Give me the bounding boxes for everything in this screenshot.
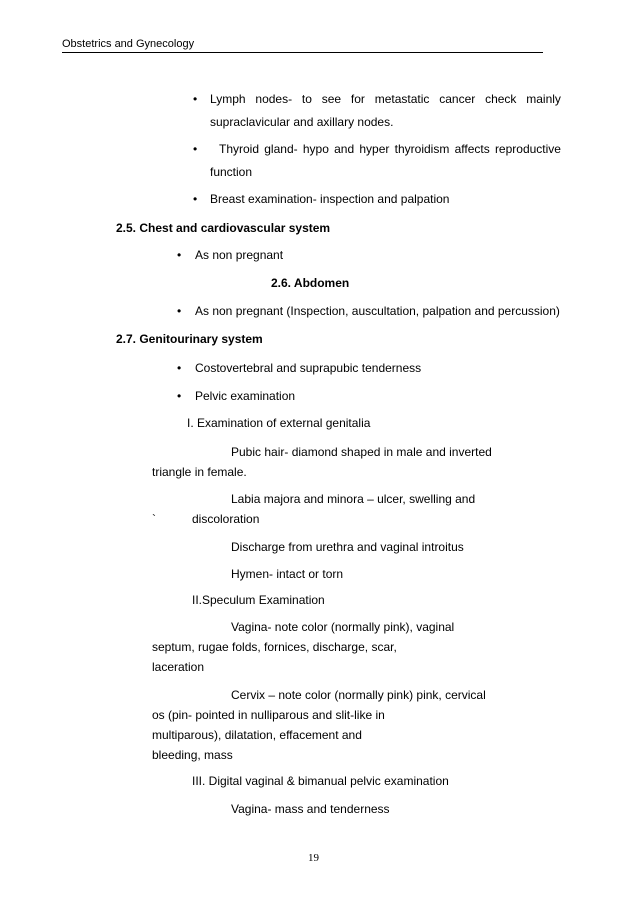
- bullet-text-thyroid-cont: function: [210, 165, 253, 179]
- text-discharge: Discharge from urethra and vaginal introitus: [231, 540, 464, 554]
- running-header: Obstetrics and Gynecology: [62, 38, 195, 50]
- bullet-text-as-non-pregnant: As non pregnant: [195, 248, 284, 262]
- text-cervix-cont-1: os (pin- pointed in nulliparous and slit-like in: [152, 708, 385, 722]
- word: reproductive: [494, 142, 561, 156]
- text-pubic-hair: Pubic hair- diamond shaped in male and inverted: [231, 445, 492, 459]
- bullet-icon: •: [193, 142, 198, 156]
- section-heading-2-7: 2.7. Genitourinary system: [116, 332, 263, 346]
- text-labia: Labia majora and minora – ulcer, swelling and: [231, 492, 476, 506]
- section-heading-2-5: 2.5. Chest and cardiovascular system: [116, 221, 331, 235]
- bullet-icon: •: [177, 389, 182, 403]
- word: mainly: [526, 92, 561, 106]
- page-number: 19: [308, 852, 319, 864]
- header-rule: [62, 52, 543, 53]
- subheading-speculum-exam: II.Speculum Examination: [192, 593, 325, 607]
- subheading-digital-exam: III. Digital vaginal & bimanual pelvic examination: [192, 774, 449, 788]
- word: hyper: [359, 142, 390, 156]
- word: and: [334, 142, 355, 156]
- word: affects: [454, 142, 490, 156]
- bullet-text-pelvic-exam: Pelvic examination: [195, 389, 296, 403]
- word: gland-: [264, 142, 298, 156]
- bullet-text-costovertebral: Costovertebral and suprapubic tenderness: [195, 361, 422, 375]
- word: for: [350, 92, 365, 106]
- word: thyroidism: [394, 142, 450, 156]
- bullet-icon: •: [193, 92, 198, 106]
- bullet-icon: •: [177, 248, 182, 262]
- text-pubic-hair-cont: triangle in female.: [152, 465, 247, 479]
- subheading-external-genitalia: I. Examination of external genitalia: [187, 416, 371, 430]
- text-labia-cont: discoloration: [192, 512, 260, 526]
- bullet-text-lymph-nodes: [210, 92, 561, 106]
- text-vagina-mass: Vagina- mass and tenderness: [231, 802, 390, 816]
- text-vagina-cont-1: septum, rugae folds, fornices, discharge, scar,: [152, 640, 397, 654]
- word: Lymph: [210, 92, 246, 106]
- word: check: [485, 92, 517, 106]
- text-cervix-cont-3: bleeding, mass: [152, 748, 233, 762]
- bullet-text-lymph-nodes-cont: supraclavicular and axillary nodes.: [210, 115, 394, 129]
- text-cervix: Cervix – note color (normally pink) pink, cervical: [231, 688, 486, 702]
- text-vagina: Vagina- note color (normally pink), vaginal: [231, 620, 455, 634]
- stray-backtick: `: [152, 512, 156, 526]
- bullet-text-breast: Breast examination- inspection and palpation: [210, 192, 450, 206]
- bullet-text-abdomen: As non pregnant (Inspection, auscultation, palpation and percussion): [195, 304, 560, 318]
- word: metastatic: [374, 92, 430, 106]
- word: see: [321, 92, 342, 106]
- bullet-icon: •: [177, 361, 182, 375]
- word: cancer: [439, 92, 476, 106]
- text-vagina-cont-2: laceration: [152, 660, 205, 674]
- bullet-text-thyroid: [219, 142, 561, 156]
- word: nodes-: [255, 92, 293, 106]
- word: Thyroid: [219, 142, 260, 156]
- bullet-icon: •: [177, 304, 182, 318]
- section-heading-2-6: 2.6. Abdomen: [271, 276, 350, 290]
- word: to: [301, 92, 312, 106]
- bullet-icon: •: [193, 192, 198, 206]
- text-cervix-cont-2: multiparous), dilatation, effacement and: [152, 728, 362, 742]
- word: hypo: [302, 142, 329, 156]
- text-hymen: Hymen- intact or torn: [231, 567, 344, 581]
